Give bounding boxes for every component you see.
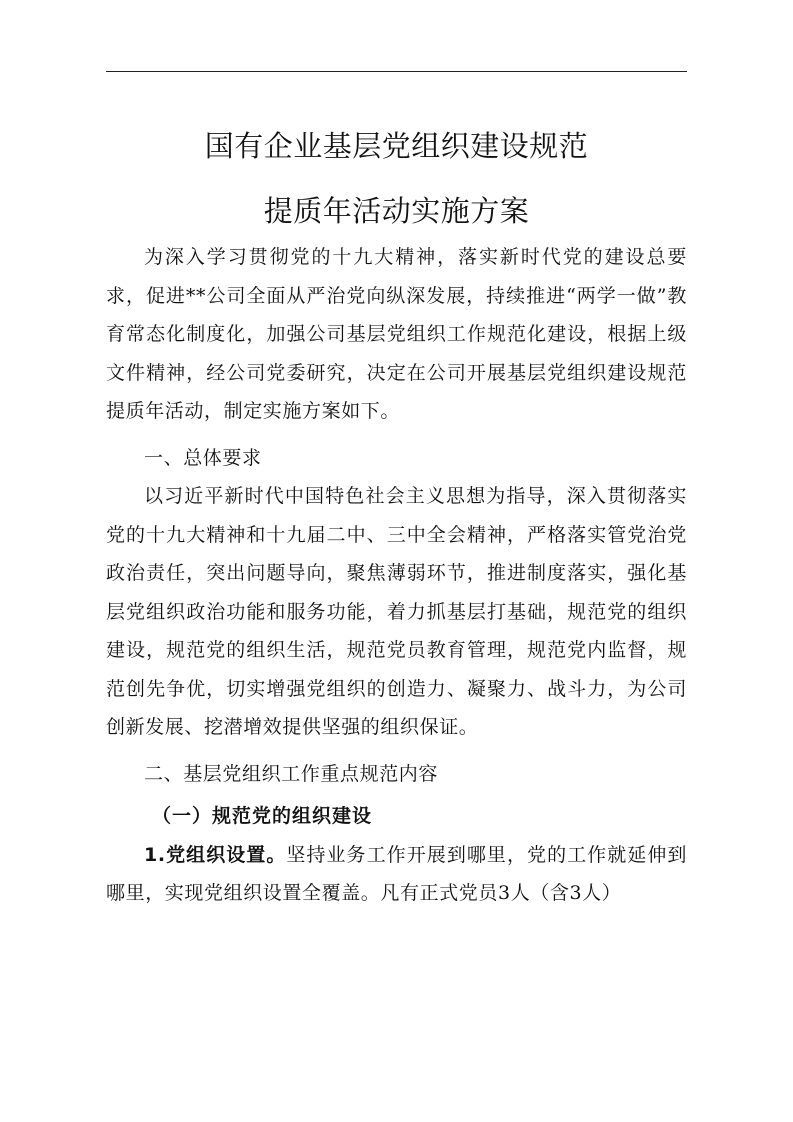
section1-paragraph: 以习近平新时代中国特色社会主义思想为指导，深入贯彻落实党的十九大精神和十九届二中、三中全会精神，严格落实管党治党政治责任，突出问题导向，聚焦薄弱环节，推进制度落实，强化基层党组织政治功能和服务功能，着力抓基层打基础，规范党的组织建设，规范党的组织生活，规范党员教育管理，规范党内监督，规范创先争优，切实增强党组织的创造力、凝聚力、战斗力，为公司创新发展、挖潜增效提供坚强的组织保证。 [106, 485, 687, 738]
document-body [106, 238, 687, 913]
document-title-line1: 国有企业基层党组织建设规范 [204, 129, 589, 163]
item1-lead: 1.党组织设置。 [144, 843, 287, 866]
subsection1-heading: （一）规范党的组织建设 [152, 805, 373, 827]
section2-heading: 二、基层党组织工作重点规范内容 [144, 762, 439, 785]
item1-text: 坚持业务工作开展到哪里，党的工作就延伸到哪里，实现党组织设置全覆盖。凡有正式党员3人（含3人） [106, 843, 687, 904]
section1-heading: 一、总体要求 [144, 446, 262, 469]
intro-paragraph: 为深入学习贯彻党的十九大精神，落实新时代党的建设总要求，促进**公司全面从严治党向纵深发展，持续推进“两学一做”教育常态化制度化，加强公司基层党组织工作规范化建设，根据上级文件精神，经公司党委研究，决定在公司开展基层党组织建设规范提质年活动，制定实施方案如下。 [106, 246, 687, 422]
item1-paragraph [106, 836, 687, 913]
header-rule [106, 71, 687, 72]
document-title-line2: 提质年活动实施方案 [263, 194, 530, 228]
